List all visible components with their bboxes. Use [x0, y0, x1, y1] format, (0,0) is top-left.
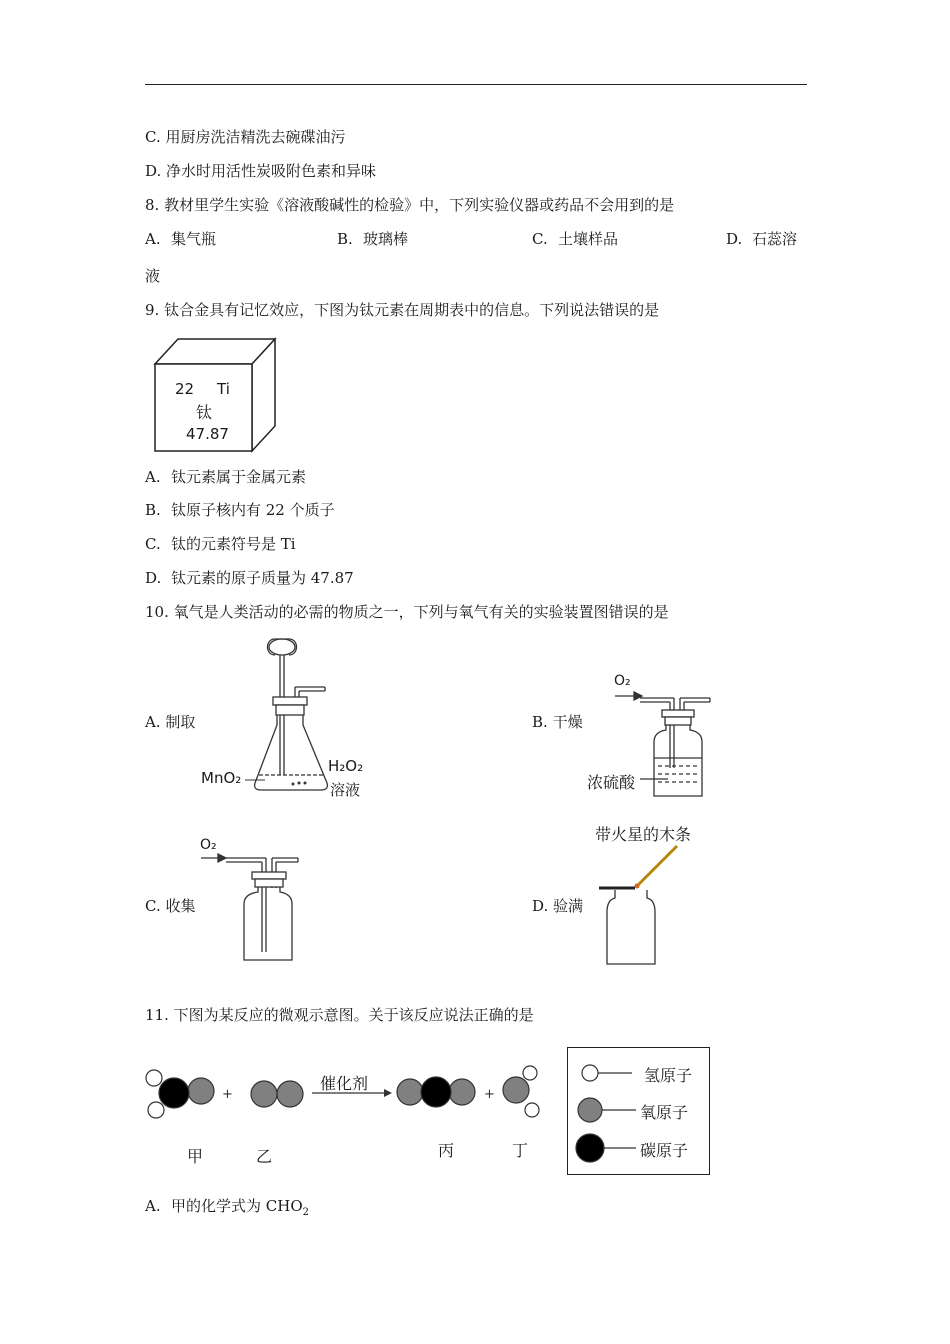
oxygen-atom	[277, 1081, 303, 1107]
plus-sign-2: +	[484, 1087, 495, 1102]
hydrogen-atom	[523, 1066, 537, 1080]
molecule-label-bing: 丙	[438, 1141, 455, 1160]
carbon-atom	[421, 1077, 451, 1107]
q11-option-a: A. 甲的化学式为 $CHO_2$	[145, 1197, 309, 1218]
element-name: 钛	[196, 403, 213, 422]
plus-sign-1: +	[222, 1087, 233, 1102]
q8-option-c: C. 土壤样品	[532, 230, 619, 248]
element-number: 22	[175, 380, 195, 398]
q10-option-b: B. 干燥	[532, 713, 583, 731]
hydrogen-atom	[148, 1102, 164, 1118]
q10-option-c: C. 收集	[145, 897, 196, 915]
molecule-label-jia: 甲	[187, 1147, 204, 1166]
hydrogen-atom	[525, 1103, 539, 1117]
q8-option-a: A. 集气瓶	[145, 230, 217, 248]
catalyst-label: 催化剂	[320, 1074, 369, 1093]
carbon-atom	[159, 1078, 189, 1108]
legend-oxygen-icon	[578, 1098, 602, 1122]
header-rule	[145, 84, 807, 85]
q8-stem: 8. 教材里学生实验《溶液酸碱性的检验》中，下列实验仪器或药品不会用到的是	[145, 196, 675, 214]
q11-stem: 11. 下图为某反应的微观示意图。关于该反应说法正确的是	[145, 1006, 534, 1024]
q9-option-c: C. 钛的元素符号是 Ti	[145, 535, 296, 553]
molecule-label-yi: 乙	[256, 1147, 273, 1166]
q9-option-d: D. 钛元素的原子质量为 47.87	[145, 569, 354, 587]
apparatus-d-bottle	[595, 842, 705, 972]
oxygen-atom	[449, 1079, 475, 1105]
q8-option-d-wrap: 液	[145, 267, 161, 285]
oxygen-atom	[251, 1081, 277, 1107]
oxygen-atom	[503, 1077, 529, 1103]
legend-label-hydrogen: 氢原子	[644, 1066, 693, 1085]
q7-option-d: D. 净水时用活性炭吸附色素和异味	[145, 162, 377, 180]
legend-label-carbon: 碳原子	[640, 1141, 689, 1160]
q8-option-b: B. 玻璃棒	[337, 230, 409, 248]
q7-option-c: C. 用厨房洗洁精洗去碗碟油污	[145, 128, 346, 146]
element-symbol: Ti	[217, 380, 230, 398]
label-o2-c: O₂	[200, 837, 217, 853]
oxygen-atom	[188, 1078, 214, 1104]
q10-stem: 10. 氧气是人类活动的必需的物质之一，下列与氧气有关的实验装置图错误的是	[145, 603, 669, 621]
label-splint: 带火星的木条	[595, 825, 692, 844]
label-h2o2: H₂O₂	[328, 757, 364, 775]
legend-hydrogen-icon	[582, 1065, 598, 1081]
label-mno2: MnO₂	[201, 769, 242, 787]
label-conc-acid: 浓硫酸	[587, 773, 636, 792]
q9-stem: 9. 钛合金具有记忆效应，下图为钛元素在周期表中的信息。下列说法错误的是	[145, 301, 660, 319]
label-o2-b: O₂	[614, 673, 631, 689]
molecule-label-ding: 丁	[512, 1141, 529, 1160]
q10-option-a: A. 制取	[145, 713, 196, 731]
legend-label-oxygen: 氧原子	[640, 1103, 689, 1122]
q9-option-b: B. 钛原子核内有 22 个质子	[145, 501, 335, 519]
legend-carbon-icon	[576, 1134, 604, 1162]
oxygen-atom	[397, 1079, 423, 1105]
legend-symbols	[570, 1052, 650, 1170]
apparatus-c-bottle	[198, 852, 308, 967]
q10-option-d: D. 验满	[532, 897, 584, 915]
element-mass: 47.87	[186, 425, 229, 443]
hydrogen-atom	[146, 1070, 162, 1086]
q9-option-a: A. 钛元素属于金属元素	[145, 468, 307, 486]
q8-option-d: D. 石蕊溶	[726, 230, 798, 248]
label-solution: 溶液	[330, 781, 361, 799]
